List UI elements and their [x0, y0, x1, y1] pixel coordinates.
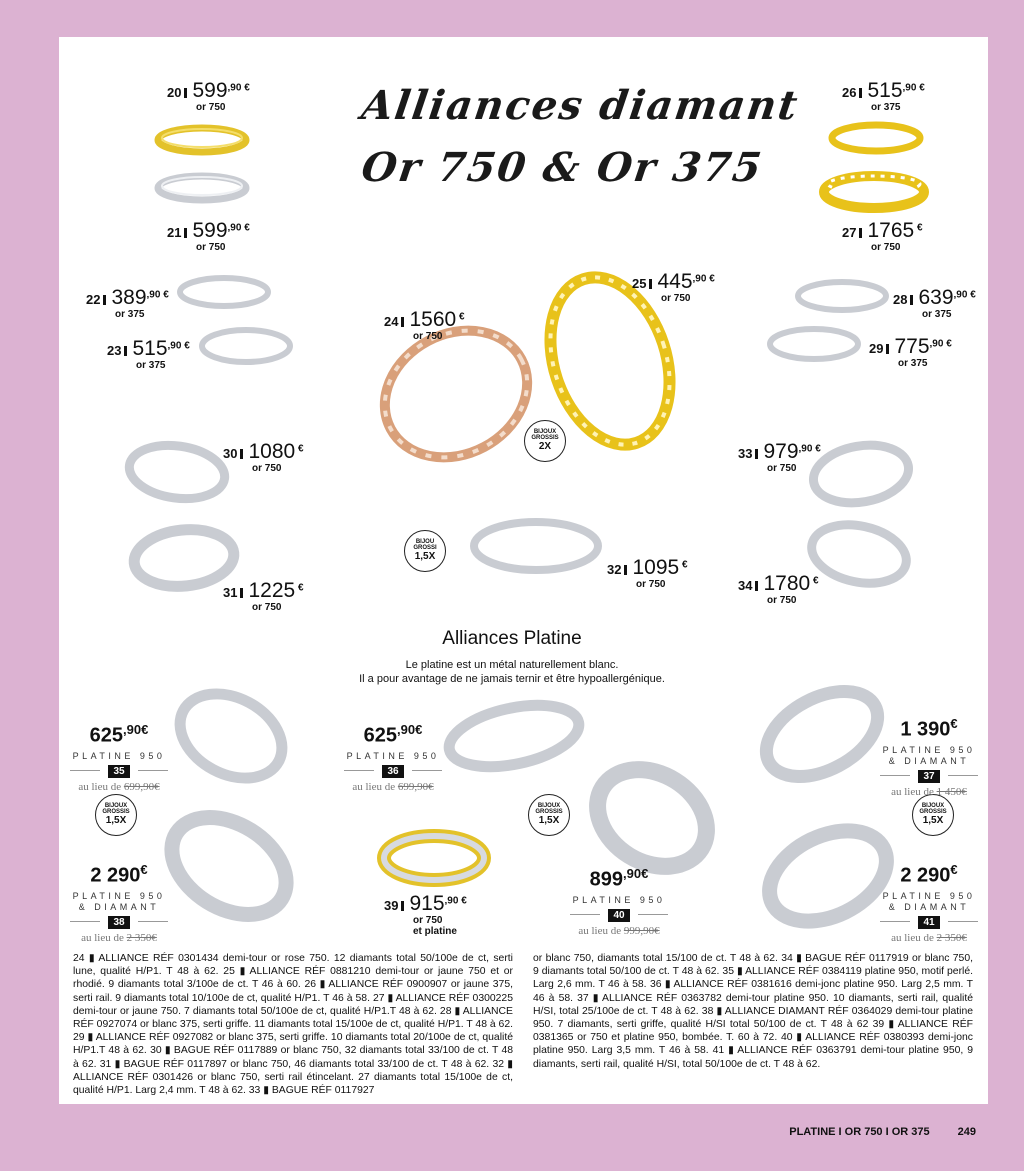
price-29: 29 $775^{,90 €}$ or 375	[869, 335, 952, 369]
product-descriptions-col2: or blanc 750, diamants total 15/100 de ct. T 48 à 62. 34 ▮ BAGUE RÉF 0117919 or blanc 750, 9 diamants total 50/100 de ct. T 48 à 62. 35 ▮ ALLIANCE RÉF 0384119 platine 950, motif perlé. Larg 2,6 mm. T 46 à 58. 36 ▮ ALLIANCE RÉF 0381616 demi-jonc platine 950. Larg 2,5 mm. T 46 à 58. 37 ▮ ALLIANCE RÉF 0363782 demi-tour platine 950. 10 diamants, serti rail, qualité H/SI, total 25/100e de ct. T 48 à 62. 38 ▮ ALLIANCE DIAMANT RÉF 0364029 demi-tour platine 950. 7 diamants, serti griffe, qualité H/SI total 50/100 de ct. T 48 à 62 39 ▮ ALLIANCE RÉF 0381365 or 750 et platine 950, bombée. T. 60 à 72. 40 ▮ ALLIANCE RÉF 0380393 demi-jonc platine 950. Larg 3,5 mm. T 46 à 58. 41 ▮ ALLIANCE RÉF 0363791 demi-tour platine 950, 9 diamants, serti rail, qualité H/SI, total 50/100e de ct. T 48 à 62.	[533, 953, 973, 1070]
price-40: $899^{,90€}$ PLATINE 950 40 au lieu de 999,90€	[570, 866, 668, 937]
price-30: 30 1080 € or 750	[223, 440, 304, 474]
ring-36-image	[440, 696, 588, 780]
price-41: 2 290€ PLATINE 950 & DIAMANT 41 au lieu de 2 350€	[880, 862, 978, 944]
title-line-1: Alliances diamant	[358, 82, 803, 129]
price-36: $625^{,90€}$ PLATINE 950 36 au lieu de 699,90€	[344, 722, 442, 793]
magnification-badge: BIJOUX GROSSIS 1,5X	[912, 794, 954, 836]
ring-33-image	[806, 438, 916, 512]
price-37: 1 390€ PLATINE 950 & DIAMANT 37 au lieu de 1 450€	[880, 716, 978, 798]
ring-35-image	[166, 684, 296, 788]
ring-26-image	[824, 118, 928, 162]
ring-32-image	[466, 514, 606, 578]
magnification-badge: BIJOU GROSSI 1,5X	[404, 530, 446, 572]
price-24: 24 1560 € or 750	[384, 308, 465, 342]
ring-40-image	[582, 756, 722, 880]
page-number: 249	[957, 1126, 976, 1138]
ring-39-image	[376, 826, 492, 890]
price-39: 39 $915^{,90 €}$ or 750 et platine	[384, 892, 467, 937]
ring-21-image	[152, 170, 252, 210]
price-28: 28 $639^{,90 €}$ or 375	[893, 286, 976, 320]
ring-29-image	[764, 322, 864, 370]
price-34: 34 1780 € or 750	[738, 572, 819, 606]
ring-22-image	[174, 270, 274, 320]
page-footer	[789, 1126, 976, 1138]
price-23: 23 $515^{,90 €}$ or 375	[107, 337, 190, 371]
ring-28-image	[792, 274, 892, 320]
price-21: 21 $599^{,90 €}$ or 750	[167, 219, 250, 253]
price-27: 27 1765 € or 750	[842, 219, 923, 253]
price-31: 31 1225 € or 750	[223, 579, 304, 613]
magnification-badge: BIJOUX GROSSIS 2X	[524, 420, 566, 462]
ring-23-image	[196, 322, 296, 374]
ring-27-image	[818, 168, 930, 220]
product-descriptions-col1: 24 ▮ ALLIANCE RÉF 0301434 demi-tour or rose 750. 12 diamants total 50/100e de ct, serti lune, qualité H/P1. T 48 à 62. 25 ▮ ALLIANCE RÉF 0881210 demi-tour or jaune 750 et or rhodié. 9 diamants total 3/100e de ct. T 46 à 60. 26 ▮ ALLIANCE RÉF 0900907 or jaune 375, serti rail. 9 diamants total 10/100e de ct, qualité H/P1. T 46 à 58. 27 ▮ ALLIANCE RÉF 0300225 demi-tour or jaune 750. 7 diamants total 50/100e de ct, qualité H/P1.T 48 à 62. 28 ▮ ALLIANCE RÉF 0927074 or blanc 375, serti griffe. 11 diamants total 15/100e de ct, qualité H/P1. T 48 à 62. 29 ▮ ALLIANCE RÉF 0927082 or blanc 375, serti griffe. 10 diamants total 20/100e de ct, qualité H/P1.T 48 à 62. 30 ▮ BAGUE RÉF 0117889 or blanc 750, 32 diamants total 33/100 de ct. T 48 à 62. 31 ▮ BAGUE RÉF 0117897 or blanc 750, 46 diamants total 33/100 de ct. T 48 à 62. 32 ▮ ALLIANCE RÉF 0301426 or blanc 750, serti rail étincelant. 27 diamants total 15/100e de ct, qualité H/P1. Larg 2,4 mm. T 48 à 62. 33 ▮ BAGUE RÉF 0117927	[73, 953, 513, 1097]
magnification-badge: BIJOUX GROSSIS 1,5X	[95, 794, 137, 836]
price-32: 32 1095 € or 750	[607, 556, 688, 590]
price-33: 33 $979^{,90 €}$ or 750	[738, 440, 821, 474]
title-line-2: Or 750 & Or 375	[358, 144, 766, 191]
ring-34-image	[804, 516, 914, 594]
magnification-badge: BIJOUX GROSSIS 1,5X	[528, 794, 570, 836]
price-26: 26 $515^{,90 €}$ or 375	[842, 79, 925, 113]
ring-20-image	[152, 118, 252, 168]
price-35: $625^{,90€}$ PLATINE 950 35 au lieu de 699,90€	[70, 722, 168, 793]
ring-38-image	[154, 804, 304, 928]
ring-30-image	[122, 438, 232, 508]
section-title: Alliances Platine	[442, 628, 582, 649]
ring-37-image	[752, 680, 892, 790]
ring-41-image	[756, 814, 900, 938]
price-22: 22 $389^{,90 €}$ or 375	[86, 286, 169, 320]
price-25: 25 $445^{,90 €}$ or 750	[632, 270, 715, 304]
footer-section-label: PLATINE I OR 750 I OR 375	[789, 1126, 930, 1138]
section-description: Le platine est un métal naturellement blanc. Il a pour avantage de ne jamais ternir et être hypoallergénique.	[359, 659, 665, 685]
price-38: 2 290€ PLATINE 950 & DIAMANT 38 au lieu de 2 350€	[70, 862, 168, 944]
price-20: 20 $599^{,90 €}$ or 750	[167, 79, 250, 113]
